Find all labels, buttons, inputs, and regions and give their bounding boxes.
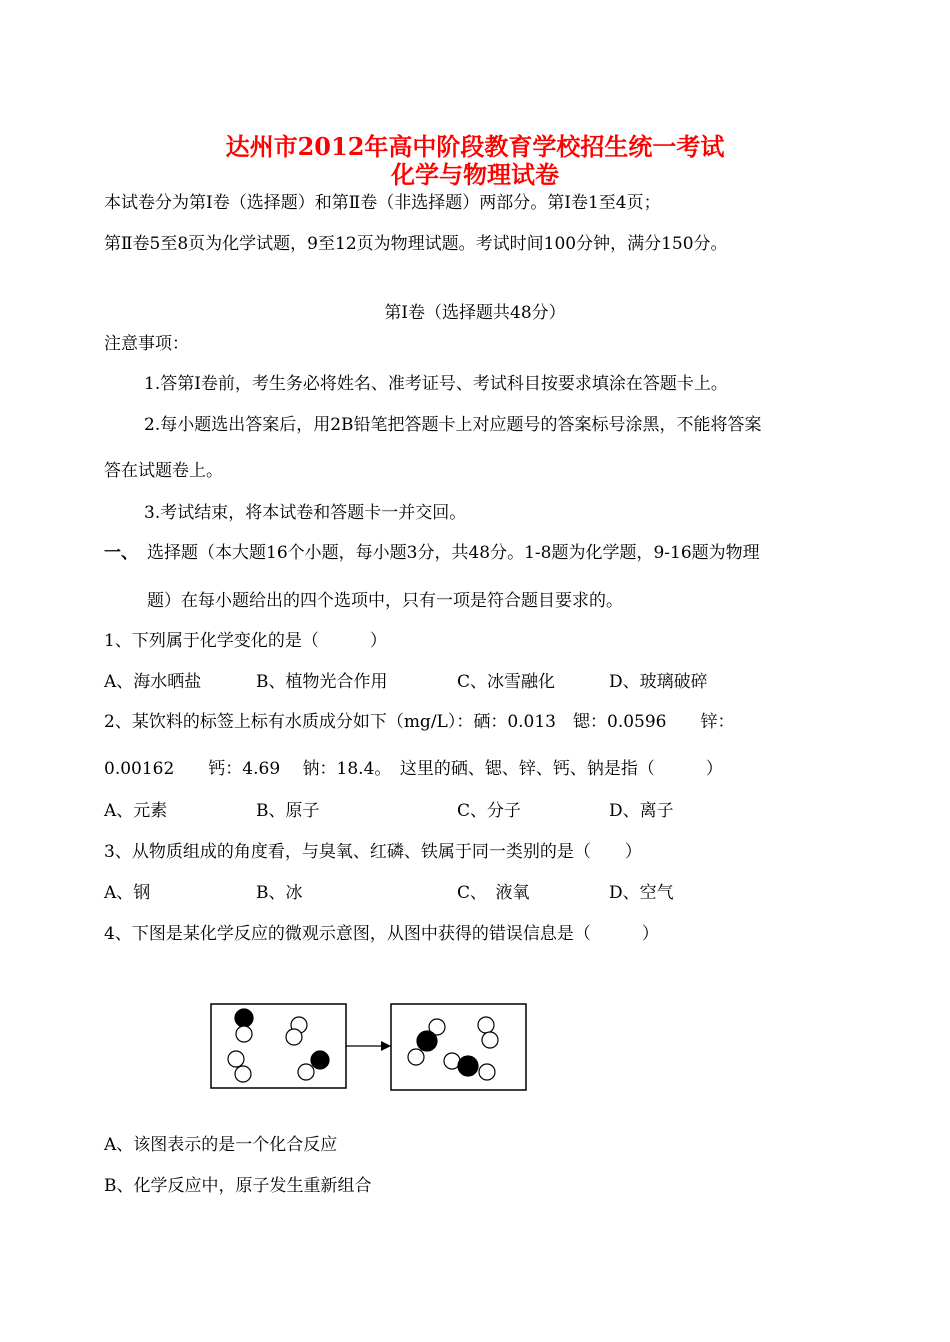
part1-line-1: 选择题（本大题16个小题，每小题3分，共48分。1-8题为化学题，9-16题为物理 <box>147 543 760 563</box>
title-line-2: 化学与物理试卷 <box>391 160 559 189</box>
note-1: 1.答第Ⅰ卷前，考生务必将姓名、准考证号、考试科目按要求填涂在答题卡上。 <box>144 374 728 394</box>
section-heading: 第Ⅰ卷（选择题共48分） <box>384 303 566 323</box>
q4-option-a: A、该图表示的是一个化合反应 <box>104 1135 338 1155</box>
q2-stem-2: 0.00162 钙：4.69 钠：18.4。 这里的硒、锶、锌、钙、钠是指（ ） <box>104 759 723 779</box>
before-box <box>211 1004 346 1088</box>
after-molecule-1 <box>408 1019 445 1065</box>
intro-line-1: 本试卷分为第Ⅰ卷（选择题）和第Ⅱ卷（非选择题）两部分。第Ⅰ卷1至4页； <box>104 193 661 213</box>
q2-option-d: D、离子 <box>609 801 674 821</box>
part1-line-2: 题）在每小题给出的四个选项中，只有一项是符合题目要求的。 <box>147 591 623 611</box>
q1-option-a: A、海水晒盐 <box>104 672 202 692</box>
before-molecule-2 <box>286 1017 307 1045</box>
notice-label: 注意事项： <box>104 334 189 354</box>
part1-number: 一、 <box>104 543 138 563</box>
q3-option-d: D、空气 <box>609 883 674 903</box>
q1-stem: 1、下列属于化学变化的是（ ） <box>104 631 387 651</box>
q3-option-a: A、钢 <box>104 883 151 903</box>
before-molecule-3 <box>228 1051 251 1082</box>
note-3: 3.考试结束，将本试卷和答题卡一并交回。 <box>144 503 467 523</box>
q1-option-c: C、冰雪融化 <box>457 672 556 692</box>
intro-line-2: 第Ⅱ卷5至8页为化学试题，9至12页为物理试题。考试时间100分钟，满分150分。 <box>104 234 728 254</box>
q4-option-b: B、化学反应中，原子发生重新组合 <box>104 1176 372 1196</box>
note-2a: 2.每小题选出答案后，用2B铅笔把答题卡上对应题号的答案标号涂黑，不能将答案 <box>144 415 762 435</box>
q4-stem: 4、下图是某化学反应的微观示意图，从图中获得的错误信息是（ ） <box>104 924 659 944</box>
before-molecule-1 <box>235 1009 253 1042</box>
q1-option-b: B、植物光合作用 <box>256 672 388 692</box>
q2-stem-1: 2、某饮料的标签上标有水质成分如下（mg/L）：硒：0.013 锶：0.0596 锌： <box>104 712 735 732</box>
arrow-head <box>381 1041 391 1051</box>
before-molecule-4 <box>298 1051 329 1080</box>
q2-option-a: A、元素 <box>104 801 168 821</box>
q3-option-c: C、 液氧 <box>457 883 530 903</box>
title-line-1: 达州市2012年高中阶段教育学校招生统一考试 <box>225 132 725 161</box>
q3-option-b: B、冰 <box>256 883 303 903</box>
after-molecule-2 <box>478 1017 498 1048</box>
q1-option-d: D、玻璃破碎 <box>609 672 708 692</box>
q2-option-c: C、分子 <box>457 801 522 821</box>
note-2b: 答在试题卷上。 <box>104 461 223 481</box>
q2-option-b: B、原子 <box>256 801 320 821</box>
q3-stem: 3、从物质组成的角度看，与臭氧、红磷、铁属于同一类别的是（ ） <box>104 842 642 862</box>
reaction-diagram <box>205 995 535 1095</box>
after-molecule-3 <box>444 1053 495 1080</box>
after-box <box>391 1004 526 1090</box>
